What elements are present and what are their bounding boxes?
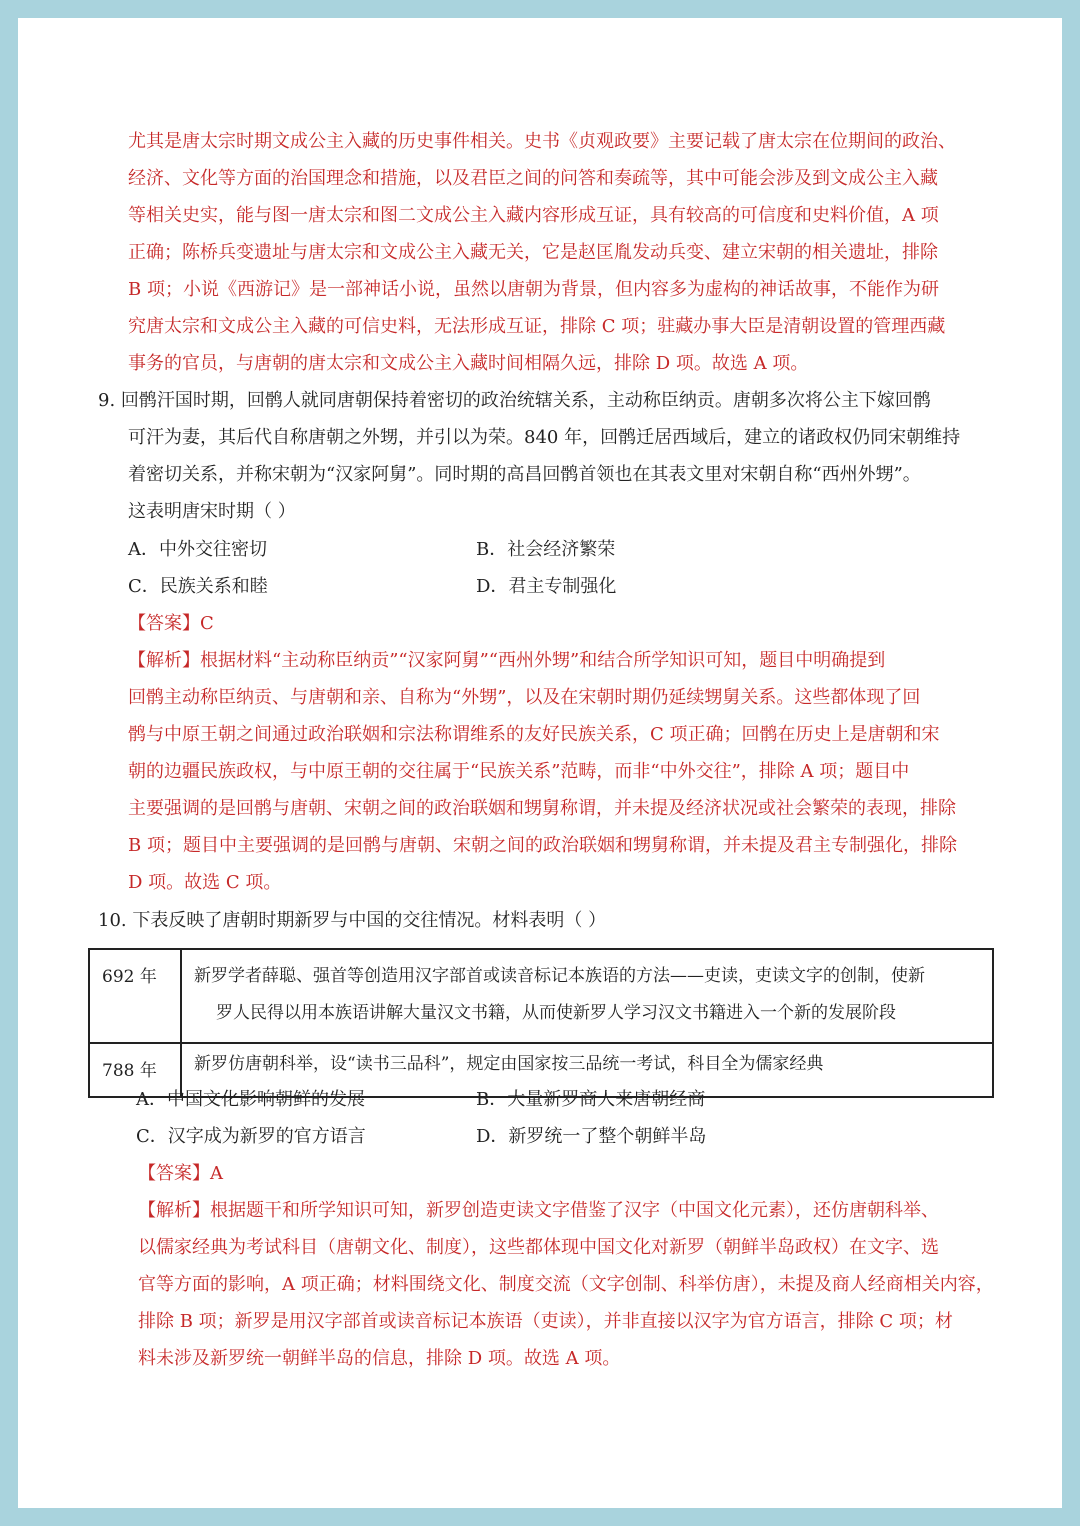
- table-content-line: 新罗学者薛聪、强首等创造用汉字部首或读音标记本族语的方法——吏读，吏读文字的创制，使新: [194, 966, 925, 986]
- option-b: B．大量新罗商人来唐朝经商: [476, 1089, 706, 1110]
- analysis-label: 【解析】: [128, 650, 200, 671]
- table-content-line: 新罗仿唐朝科举，设“读书三品科”，规定由国家按三品统一考试，科目全为儒家经典: [194, 1054, 824, 1074]
- answer-value: C: [200, 613, 214, 634]
- table-row: [89, 949, 993, 1043]
- analysis-line: 主要强调的是回鹘与唐朝、宋朝之间的政治联姻和甥舅称谓，并未提及经济状况或社会繁荣的表现，排除: [128, 798, 956, 819]
- analysis-line: 究唐太宗和文成公主入藏的可信史料，无法形成互证，排除 C 项；驻藏办事大臣是清朝设置的管理西藏: [128, 316, 946, 337]
- table-year-cell: 692 年: [89, 949, 181, 1043]
- analysis-line: 排除 B 项；新罗是用汉字部首或读音标记本族语（吏读），并非直接以汉字为官方语言，排除 C 项；材: [138, 1311, 953, 1332]
- answer-line: [138, 1162, 1008, 1186]
- answer-value: A: [210, 1163, 223, 1184]
- option-d: D．君主专制强化: [476, 576, 617, 597]
- table-year-cell: 788 年: [89, 1043, 181, 1097]
- table-content-cell: [181, 949, 993, 1043]
- analysis-label: 【解析】: [138, 1200, 210, 1221]
- analysis-line: 料未涉及新罗统一朝鲜半岛的信息，排除 D 项。故选 A 项。: [138, 1348, 621, 1369]
- analysis-first-line: [138, 1199, 1008, 1223]
- question-stem: 10. 下表反映了唐朝时期新罗与中国的交往情况。材料表明（ ）: [98, 910, 607, 931]
- question-stem-line: 可汗为妻，其后代自称唐朝之外甥，并引以为荣。840 年，回鹘迁居西域后，建立的诸政权仍同宋朝维持: [128, 427, 961, 448]
- option-a: A．中外交往密切: [128, 539, 267, 560]
- analysis-line: B 项；题目中主要强调的是回鹘与唐朝、宋朝之间的政治联姻和甥舅称谓，并未提及君主专制强化，排除: [128, 835, 957, 856]
- answer-line: [128, 612, 998, 636]
- analysis-line: 朝的边疆民族政权，与中原王朝的交往属于“民族关系”范畴，而非“中外交往”，排除 A 项；题目中: [128, 761, 910, 782]
- document-page: [18, 18, 1062, 1508]
- analysis-line: 官等方面的影响，A 项正确；材料围绕文化、制度交流（文字创制、科举仿唐），未提及商人经商相关内容，: [138, 1274, 994, 1295]
- answer-label: 【答案】: [138, 1163, 210, 1184]
- analysis-line: 以儒家经典为考试科目（唐朝文化、制度），这些都体现中国文化对新罗（朝鲜半岛政权）在文字、选: [138, 1237, 939, 1258]
- analysis-line: 正确；陈桥兵变遗址与唐太宗和文成公主入藏无关，它是赵匡胤发动兵变、建立宋朝的相关遗址，排除: [128, 242, 938, 263]
- analysis-line: B 项；小说《西游记》是一部神话小说，虽然以唐朝为背景，但内容多为虚构的神话故事，不能作为研: [128, 279, 939, 300]
- analysis-line: 事务的官员，与唐朝的唐太宗和文成公主入藏时间相隔久远，排除 D 项。故选 A 项。: [128, 353, 809, 374]
- analysis-first-line: [128, 649, 998, 673]
- option-c: C．民族关系和睦: [128, 576, 268, 597]
- question-stem-line: 着密切关系，并称宋朝为“汉家阿舅”。同时期的高昌回鹘首领也在其表文里对宋朝自称“西州外甥”。: [128, 464, 921, 485]
- answer-label: 【答案】: [128, 613, 200, 634]
- analysis-line: 经济、文化等方面的治国理念和措施，以及君臣之间的问答和奏疏等，其中可能会涉及到文成公主入藏: [128, 168, 938, 189]
- analysis-line: 回鹘主动称臣纳贡、与唐朝和亲、自称为“外甥”，以及在宋朝时期仍延续甥舅关系。这些都体现了回: [128, 687, 921, 708]
- option-b: B．社会经济繁荣: [476, 539, 616, 560]
- material-table: [88, 948, 994, 1098]
- analysis-line: D 项。故选 C 项。: [128, 872, 282, 893]
- analysis-line: 等相关史实，能与图一唐太宗和图二文成公主入藏内容形成互证，具有较高的可信度和史料价值，A 项: [128, 205, 939, 226]
- analysis-text: 根据材料“主动称臣纳贡”“汉家阿舅”“西州外甥”和结合所学知识可知，题目中明确提到: [200, 650, 886, 671]
- option-a: A．中国文化影响朝鲜的发展: [136, 1089, 365, 1110]
- table-content-line: 罗人民得以用本族语讲解大量汉文书籍，从而使新罗人学习汉文书籍进入一个新的发展阶段: [216, 1003, 896, 1023]
- question-stem-line: 9. 回鹘汗国时期，回鹘人就同唐朝保持着密切的政治统辖关系，主动称臣纳贡。唐朝多次将公主下嫁回鹘: [98, 390, 931, 411]
- question-stem-line: 这表明唐宋时期（ ）: [128, 501, 296, 522]
- option-d: D．新罗统一了整个朝鲜半岛: [476, 1126, 707, 1147]
- analysis-text: 根据题干和所学知识可知，新罗创造吏读文字借鉴了汉字（中国文化元素），还仿唐朝科举、: [210, 1200, 939, 1221]
- option-c: C．汉字成为新罗的官方语言: [136, 1126, 366, 1147]
- analysis-line: 鹘与中原王朝之间通过政治联姻和宗法称谓维系的友好民族关系，C 项正确；回鹘在历史上是唐朝和宋: [128, 724, 940, 745]
- analysis-line: 尤其是唐太宗时期文成公主入藏的历史事件相关。史书《贞观政要》主要记载了唐太宗在位期间的政治、: [128, 131, 956, 152]
